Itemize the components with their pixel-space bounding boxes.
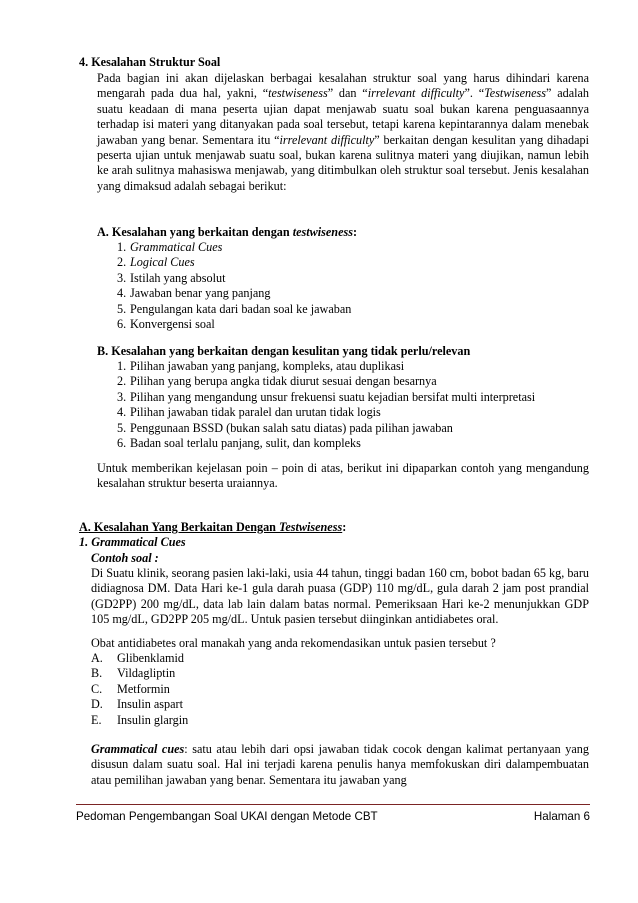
list-text: Pilihan yang berupa angka tidak diurut sesuai dengan besarnya [130,374,437,389]
list-item [117,405,587,420]
list-item [117,271,587,286]
page-number: Halaman 6 [533,810,590,823]
list-text: Pilihan yang mengandung unsur frekuensi suatu kejadian bersifat multi interpretasi [130,389,536,404]
list-text: Istilah yang absolut [130,270,226,285]
paragraph-text: ” berkaitan dengan kesulitan yang dihadapi peserta ujian untuk menjawab suatu soal, bukan karena sulitnya materi yang diujikan, namun lebih ke arah sulitnya mahasiswa menjawab, yang ditimbulkan oleh struktur soal tersebut. Jenis kesalahan yang dimaksud adalah sebagai berikut: [97,132,589,193]
list-text: Insulin glargin [117,712,189,727]
answer-option [91,713,391,728]
list-text: Konvergensi soal [130,317,215,332]
list-number: E. [91,712,102,727]
list-number: 3. [117,389,127,404]
list-number: D. [91,697,103,712]
list-item [117,421,587,436]
list-text: Jawaban benar yang panjang [130,286,271,301]
subheading-grammatical-cues: 1. Grammatical Cues [79,535,186,549]
explanation-paragraph [91,742,589,788]
list-number: B. [91,666,103,681]
list-number: 2. [117,374,127,389]
section-a-heading-text: A. Kesalahan Yang Berkaitan Dengan [79,520,279,534]
paragraph-text: ” dan “ [327,86,368,101]
list-text: Penggunaan BSSD (bukan salah satu diatas) pada pilihan jawaban [130,420,453,435]
group-a-title-text: A. Kesalahan yang berkaitan dengan [97,225,293,239]
paragraph-text: ”. “ [464,86,485,101]
section-a-heading-colon: : [342,520,347,534]
italic-term: Testwiseness [484,86,546,101]
list-item [117,302,587,317]
list-item [117,317,587,332]
intro-paragraph [97,71,589,194]
italic-term: irrelevant difficulty [367,86,465,101]
list-text: Pengulangan kata dari badan soal ke jawaban [130,301,352,316]
italic-term: irrelevant difficulty [279,132,375,147]
list-number: 6. [117,317,127,332]
italic-term: testwiseness [268,86,328,101]
group-a-title-emphasis: testwiseness [292,225,353,239]
list-text: Grammatical Cues [130,240,223,254]
answer-option [91,682,391,697]
list-item [117,436,587,451]
list-number: C. [91,681,103,696]
list-item [117,255,587,270]
list-text: Badan soal terlalu panjang, sulit, dan kompleks [130,436,361,451]
list-item [117,390,587,405]
footer-rule [76,804,590,805]
group-b-list [117,359,587,451]
section-a-heading [79,520,589,535]
question-text: Obat antidiabetes oral manakah yang anda rekomendasikan untuk pasien tersebut ? [91,636,496,650]
explanation-text: : satu atau lebih dari opsi jawaban tidak cocok dengan kalimat pertanyaan yang disusun dalam suatu soal. Hal ini terjadi karena penulis hanya memfokuskan diri dalampembuatan atau pemilihan jawaban yang benar. Sementara itu jawaban yang [91,742,589,787]
answer-option [91,666,391,681]
answer-option [91,697,391,712]
list-text: Logical Cues [130,255,195,270]
list-text: Metformin [117,681,170,696]
explanation-term: Grammatical cues [91,742,185,756]
paragraph-text: Pada bagian ini akan dijelaskan berbagai kesalahan struktur soal yang harus dihindari karena mengarah pada dua hal, yakni, “ [97,71,589,101]
list-text: Pilihan jawaban yang panjang, kompleks, atau duplikasi [130,359,405,373]
list-number: 1. [117,359,127,373]
closing-paragraph: Untuk memberikan kejelasan poin – poin di atas, berikut ini dipaparkan contoh yang mengandung kesalahan struktur beserta uraiannya. [97,461,589,491]
list-text: Pilihan jawaban tidak paralel dan urutan tidak logis [130,405,381,420]
section-a-heading-emphasis: Testwiseness [279,520,343,534]
page-footer [76,810,590,824]
list-number: A. [91,651,103,665]
paragraph-text: ” adalah suatu keadaan di mana peserta ujian dapat menjawab suatu soal bukan karena penguasaannya terhadap isi materi yang ditanyakan pada soal tersebut, tetapi karena kepintarannya dalam menebak jawaban yang benar. Sementara itu “ [97,86,589,147]
group-a-title-colon: : [352,225,358,239]
list-item [117,240,587,255]
list-number: 5. [117,420,127,435]
list-item [117,286,587,301]
example-label: Contoh soal : [91,551,159,565]
answer-option [91,651,391,666]
list-number: 2. [117,255,127,270]
list-number: 4. [117,405,127,420]
list-number: 5. [117,301,127,316]
list-text: Vildagliptin [117,666,176,681]
list-text: Glibenklamid [117,651,185,665]
list-item [117,359,587,374]
list-text: Insulin aspart [117,697,184,712]
footer-title: Pedoman Pengembangan Soal UKAI dengan Metode CBT [76,810,378,823]
answer-options [91,651,391,728]
section-heading: 4. Kesalahan Struktur Soal [79,55,221,69]
list-number: 6. [117,436,127,451]
case-paragraph: Di Suatu klinik, seorang pasien laki-laki, usia 44 tahun, tinggi badan 160 cm, bobot badan 65 kg, baru didiagnosa DM. Data Hari ke-1 gula darah puasa (GDP) 110 mg/dL, gula darah 2 jam post prandial (GD2PP) 200 mg/dL, data lab lain dalam batas normal. Pemeriksaan Hari ke-2 menunjukkan GDP 105 mg/dL, GD2PP 205 mg/dL. Untuk pasien tersebut diinginkan antidiabetes oral. [91,566,589,627]
list-number: 4. [117,286,127,301]
list-number: 1. [117,240,127,254]
group-a-list [117,240,587,332]
group-b-title: B. Kesalahan yang berkaitan dengan kesulitan yang tidak perlu/relevan [97,344,471,358]
list-number: 3. [117,270,127,285]
list-item [117,374,587,389]
group-a-title [97,225,589,240]
